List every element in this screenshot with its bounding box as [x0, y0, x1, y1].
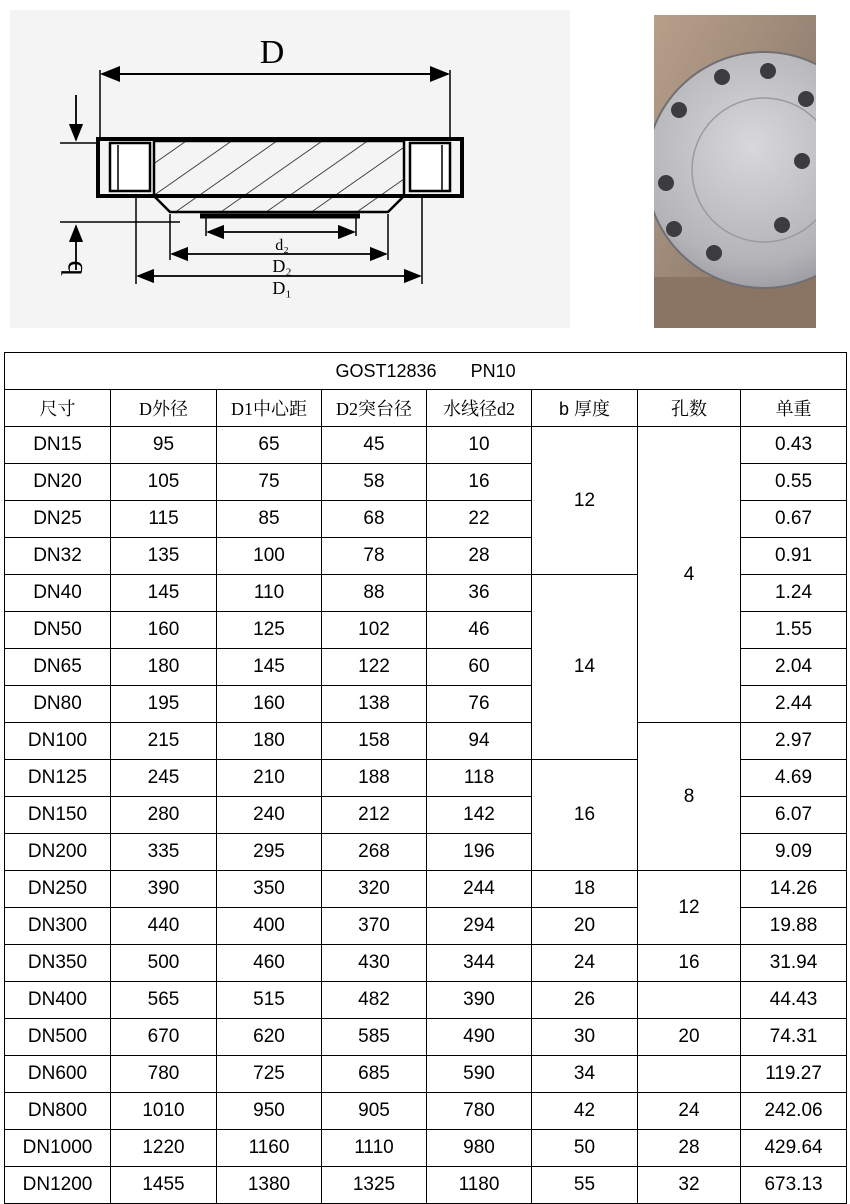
flange-drawing — [10, 10, 570, 328]
cell-size: DN65 — [5, 649, 111, 686]
cell-outer-diameter: 245 — [111, 760, 217, 797]
cell-outer-diameter: 565 — [111, 982, 217, 1019]
dimension-label-D2: D₂ — [272, 256, 292, 276]
blind-flange-photo — [654, 15, 816, 328]
cell-outer-diameter: 160 — [111, 612, 217, 649]
header-waterline: 水线径d2 — [427, 390, 532, 427]
cell-bolt-circle: 620 — [217, 1019, 322, 1056]
cell-size: DN250 — [5, 871, 111, 908]
gost12836-spec-table — [4, 352, 847, 1204]
cell-raised-face: 88 — [322, 575, 427, 612]
cell-size: DN80 — [5, 686, 111, 723]
cell-weight: 2.97 — [741, 723, 847, 760]
table-row — [5, 427, 847, 464]
cell-holes: 32 — [638, 1167, 741, 1204]
cell-waterline: 94 — [427, 723, 532, 760]
cell-bolt-circle: 85 — [217, 501, 322, 538]
cell-weight: 31.94 — [741, 945, 847, 982]
cell-waterline: 294 — [427, 908, 532, 945]
cell-bolt-circle: 240 — [217, 797, 322, 834]
cell-outer-diameter: 335 — [111, 834, 217, 871]
table-row — [5, 1019, 847, 1056]
cell-size: DN1000 — [5, 1130, 111, 1167]
cell-thickness: 14 — [532, 575, 638, 760]
cell-bolt-circle: 460 — [217, 945, 322, 982]
cell-waterline: 780 — [427, 1093, 532, 1130]
cell-size: DN200 — [5, 834, 111, 871]
header-thickness: b 厚度 — [532, 390, 638, 427]
cell-size: DN100 — [5, 723, 111, 760]
cell-bolt-circle: 210 — [217, 760, 322, 797]
cell-holes: 8 — [638, 723, 741, 871]
cell-size: DN600 — [5, 1056, 111, 1093]
flange-cross-section-diagram — [10, 10, 570, 328]
cell-size: DN125 — [5, 760, 111, 797]
cell-outer-diameter: 780 — [111, 1056, 217, 1093]
cell-raised-face: 320 — [322, 871, 427, 908]
title-pressure: PN10 — [470, 360, 516, 381]
cell-waterline: 390 — [427, 982, 532, 1019]
cell-raised-face: 68 — [322, 501, 427, 538]
cell-raised-face: 188 — [322, 760, 427, 797]
table-row — [5, 1093, 847, 1130]
cell-size: DN800 — [5, 1093, 111, 1130]
cell-thickness: 34 — [532, 1056, 638, 1093]
cell-raised-face: 158 — [322, 723, 427, 760]
header-size: 尺寸 — [5, 390, 111, 427]
cell-waterline: 22 — [427, 501, 532, 538]
cell-outer-diameter: 440 — [111, 908, 217, 945]
cell-weight: 4.69 — [741, 760, 847, 797]
cell-size: DN150 — [5, 797, 111, 834]
cell-bolt-circle: 515 — [217, 982, 322, 1019]
table-row — [5, 723, 847, 760]
cell-waterline: 76 — [427, 686, 532, 723]
cell-weight: 2.44 — [741, 686, 847, 723]
cell-waterline: 16 — [427, 464, 532, 501]
cell-waterline: 980 — [427, 1130, 532, 1167]
cell-size: DN40 — [5, 575, 111, 612]
cell-holes: 16 — [638, 945, 741, 982]
cell-raised-face: 268 — [322, 834, 427, 871]
cell-raised-face: 212 — [322, 797, 427, 834]
cell-raised-face: 102 — [322, 612, 427, 649]
cell-waterline: 10 — [427, 427, 532, 464]
cell-thickness: 12 — [532, 427, 638, 575]
cell-weight: 44.43 — [741, 982, 847, 1019]
cell-bolt-circle: 950 — [217, 1093, 322, 1130]
cell-outer-diameter: 670 — [111, 1019, 217, 1056]
cell-holes: 28 — [638, 1130, 741, 1167]
cell-raised-face: 905 — [322, 1093, 427, 1130]
table-title — [5, 353, 847, 390]
cell-waterline: 142 — [427, 797, 532, 834]
cell-raised-face: 45 — [322, 427, 427, 464]
header-bolt-circle: D1中心距 — [217, 390, 322, 427]
cell-weight: 0.43 — [741, 427, 847, 464]
cell-thickness: 26 — [532, 982, 638, 1019]
cell-waterline: 46 — [427, 612, 532, 649]
cell-weight: 673.13 — [741, 1167, 847, 1204]
cell-outer-diameter: 1455 — [111, 1167, 217, 1204]
cell-raised-face: 1110 — [322, 1130, 427, 1167]
table-row — [5, 982, 847, 1019]
cell-weight: 242.06 — [741, 1093, 847, 1130]
cell-bolt-circle: 1380 — [217, 1167, 322, 1204]
cell-weight: 1.55 — [741, 612, 847, 649]
cell-thickness: 55 — [532, 1167, 638, 1204]
cell-raised-face: 685 — [322, 1056, 427, 1093]
cell-waterline: 490 — [427, 1019, 532, 1056]
cell-outer-diameter: 115 — [111, 501, 217, 538]
title-standard: GOST12836 — [335, 360, 437, 381]
cell-thickness: 30 — [532, 1019, 638, 1056]
cell-outer-diameter: 500 — [111, 945, 217, 982]
table-header-row — [5, 390, 847, 427]
cell-bolt-circle: 65 — [217, 427, 322, 464]
cell-thickness: 42 — [532, 1093, 638, 1130]
cell-waterline: 118 — [427, 760, 532, 797]
cell-waterline: 60 — [427, 649, 532, 686]
cell-size: DN1200 — [5, 1167, 111, 1204]
header-holes: 孔数 — [638, 390, 741, 427]
cell-raised-face: 58 — [322, 464, 427, 501]
cell-weight: 2.04 — [741, 649, 847, 686]
cell-weight: 19.88 — [741, 908, 847, 945]
cell-outer-diameter: 135 — [111, 538, 217, 575]
cell-weight: 119.27 — [741, 1056, 847, 1093]
dimension-label-D: D — [259, 34, 285, 71]
cell-bolt-circle: 110 — [217, 575, 322, 612]
cell-size: DN500 — [5, 1019, 111, 1056]
cell-bolt-circle: 725 — [217, 1056, 322, 1093]
cell-bolt-circle: 350 — [217, 871, 322, 908]
cell-size: DN25 — [5, 501, 111, 538]
cell-weight: 14.26 — [741, 871, 847, 908]
cell-holes: 20 — [638, 1019, 741, 1056]
cell-bolt-circle: 125 — [217, 612, 322, 649]
cell-weight: 0.55 — [741, 464, 847, 501]
cell-holes: 4 — [638, 427, 741, 723]
cell-bolt-circle: 160 — [217, 686, 322, 723]
cell-raised-face: 370 — [322, 908, 427, 945]
header-raised-face: D2突台径 — [322, 390, 427, 427]
cell-thickness: 50 — [532, 1130, 638, 1167]
cell-weight: 9.09 — [741, 834, 847, 871]
cell-outer-diameter: 95 — [111, 427, 217, 464]
cell-raised-face: 78 — [322, 538, 427, 575]
cell-holes: 24 — [638, 1093, 741, 1130]
cell-weight: 0.67 — [741, 501, 847, 538]
dimension-label-b: b — [56, 260, 89, 276]
cell-outer-diameter: 105 — [111, 464, 217, 501]
dimension-label-D1: D₁ — [272, 278, 292, 298]
cell-outer-diameter: 1220 — [111, 1130, 217, 1167]
cell-holes — [638, 982, 741, 1019]
header-outer-diameter: D外径 — [111, 390, 217, 427]
cell-waterline: 244 — [427, 871, 532, 908]
cell-raised-face: 1325 — [322, 1167, 427, 1204]
cell-waterline: 36 — [427, 575, 532, 612]
cell-weight: 1.24 — [741, 575, 847, 612]
cell-waterline: 196 — [427, 834, 532, 871]
cell-bolt-circle: 295 — [217, 834, 322, 871]
cell-outer-diameter: 1010 — [111, 1093, 217, 1130]
cell-raised-face: 138 — [322, 686, 427, 723]
cell-thickness: 20 — [532, 908, 638, 945]
cell-weight: 6.07 — [741, 797, 847, 834]
cell-raised-face: 122 — [322, 649, 427, 686]
cell-waterline: 1180 — [427, 1167, 532, 1204]
cell-raised-face: 482 — [322, 982, 427, 1019]
cell-size: DN15 — [5, 427, 111, 464]
table-row — [5, 1130, 847, 1167]
dimension-label-d2: d₂ — [275, 237, 289, 254]
cell-weight: 74.31 — [741, 1019, 847, 1056]
blind-flange-photo-icon — [654, 15, 816, 328]
table-row — [5, 945, 847, 982]
cell-outer-diameter: 145 — [111, 575, 217, 612]
cell-bolt-circle: 400 — [217, 908, 322, 945]
cell-waterline: 344 — [427, 945, 532, 982]
cell-thickness: 24 — [532, 945, 638, 982]
cell-bolt-circle: 180 — [217, 723, 322, 760]
cell-thickness: 18 — [532, 871, 638, 908]
table-row — [5, 1056, 847, 1093]
cell-waterline: 28 — [427, 538, 532, 575]
cell-thickness: 16 — [532, 760, 638, 871]
table-row — [5, 871, 847, 908]
header-weight: 单重 — [741, 390, 847, 427]
cell-weight: 429.64 — [741, 1130, 847, 1167]
cell-bolt-circle: 100 — [217, 538, 322, 575]
cell-outer-diameter: 280 — [111, 797, 217, 834]
cell-raised-face: 585 — [322, 1019, 427, 1056]
cell-bolt-circle: 75 — [217, 464, 322, 501]
cell-outer-diameter: 180 — [111, 649, 217, 686]
cell-bolt-circle: 1160 — [217, 1130, 322, 1167]
cell-weight: 0.91 — [741, 538, 847, 575]
cell-size: DN20 — [5, 464, 111, 501]
cell-size: DN400 — [5, 982, 111, 1019]
cell-size: DN50 — [5, 612, 111, 649]
cell-waterline: 590 — [427, 1056, 532, 1093]
cell-size: DN32 — [5, 538, 111, 575]
table-title-row — [5, 353, 847, 390]
cell-size: DN300 — [5, 908, 111, 945]
cell-size: DN350 — [5, 945, 111, 982]
cell-outer-diameter: 195 — [111, 686, 217, 723]
table-row — [5, 1167, 847, 1204]
cell-holes — [638, 1056, 741, 1093]
cell-outer-diameter: 215 — [111, 723, 217, 760]
cell-holes: 12 — [638, 871, 741, 945]
cell-bolt-circle: 145 — [217, 649, 322, 686]
cell-raised-face: 430 — [322, 945, 427, 982]
cell-outer-diameter: 390 — [111, 871, 217, 908]
